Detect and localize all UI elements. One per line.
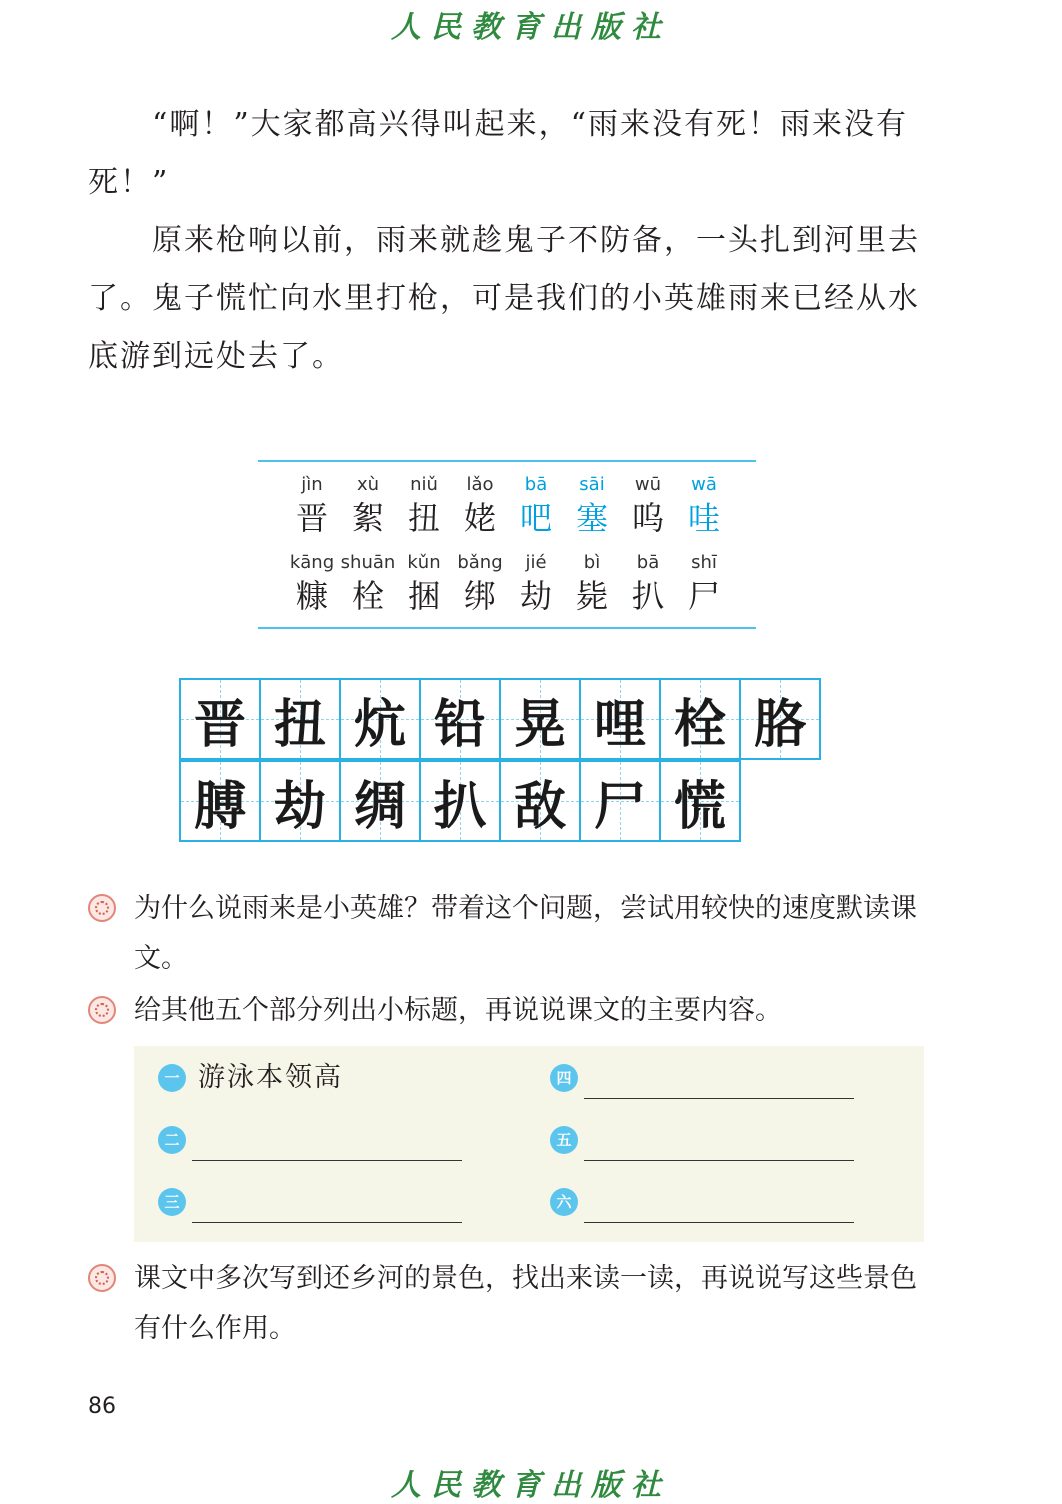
grid-cell	[339, 678, 421, 760]
answer-slot-4[interactable]	[550, 1060, 880, 1100]
character: 絮	[351, 499, 384, 537]
vocab-item	[396, 474, 452, 538]
grid-character: 栓	[673, 694, 726, 755]
character: 吧	[519, 499, 552, 537]
page-number: 86	[88, 1394, 116, 1419]
vocab-item	[620, 474, 676, 538]
vocab-item	[508, 552, 564, 616]
character: 绑	[463, 577, 496, 615]
question-1	[88, 884, 938, 984]
vocab-item	[284, 552, 340, 616]
answer-slot-6[interactable]	[550, 1184, 880, 1224]
blank-line[interactable]	[192, 1222, 462, 1223]
pinyin: bā	[524, 474, 548, 495]
seal-bullet-icon	[88, 1264, 116, 1292]
character: 尸	[687, 577, 720, 615]
pinyin: wū	[634, 474, 662, 495]
vocab-item	[452, 552, 508, 616]
vocab-item	[620, 552, 676, 616]
grid-cell	[419, 678, 501, 760]
grid-cell	[579, 760, 661, 842]
writing-grid-row-1	[179, 678, 819, 760]
pinyin: sāi	[579, 474, 605, 495]
pinyin: shī	[691, 552, 717, 573]
paragraph-2: 原来枪响以前，雨来就趁鬼子不防备，一头扎到河里去了。鬼子慌忙向水里打枪，可是我们的小英雄雨来已经从水底游到远处去了。	[88, 223, 920, 374]
character: 呜	[631, 499, 664, 537]
answer-slot-3[interactable]	[158, 1184, 488, 1224]
grid-cell	[259, 760, 341, 842]
blank-line[interactable]	[584, 1098, 854, 1099]
grid-character: 尸	[593, 776, 646, 837]
number-badge: 五	[550, 1126, 578, 1154]
writing-grid-row-2	[179, 760, 739, 842]
vocab-item-highlighted	[564, 474, 620, 538]
grid-character: 扭	[273, 694, 326, 755]
blank-line[interactable]	[584, 1160, 854, 1161]
seal-bullet-icon	[88, 894, 116, 922]
answer-slot-1	[158, 1060, 488, 1100]
question-3	[88, 1254, 938, 1354]
vocab-item	[340, 552, 396, 616]
pinyin: shuān	[340, 552, 396, 573]
vocab-item	[284, 474, 340, 538]
grid-cell	[659, 678, 741, 760]
grid-cell	[739, 678, 821, 760]
question-text: 给其他五个部分列出小标题，再说说课文的主要内容。	[134, 995, 782, 1026]
number-badge: 三	[158, 1188, 186, 1216]
pinyin: bā	[636, 552, 660, 573]
question-text: 课文中多次写到还乡河的景色，找出来读一读，再说说写这些景色有什么作用。	[134, 1263, 917, 1344]
character: 栓	[351, 577, 384, 615]
pinyin: wā	[691, 474, 717, 495]
character: 扒	[631, 577, 664, 615]
number-badge: 六	[550, 1188, 578, 1216]
blank-line[interactable]	[584, 1222, 854, 1223]
grid-character: 扒	[433, 776, 486, 837]
grid-cell	[499, 678, 581, 760]
vocab-item	[396, 552, 452, 616]
vocab-top-rule	[258, 460, 756, 462]
pinyin: niǔ	[410, 474, 438, 495]
pinyin: lǎo	[466, 474, 494, 495]
character: 劫	[519, 577, 552, 615]
grid-character: 绸	[353, 776, 406, 837]
grid-cell	[579, 678, 661, 760]
vocab-item-highlighted	[676, 474, 732, 538]
grid-cell	[179, 678, 261, 760]
answer-slot-2[interactable]	[158, 1122, 488, 1162]
character: 毙	[575, 577, 608, 615]
character: 糠	[295, 577, 328, 615]
answer-slot-5[interactable]	[550, 1122, 880, 1162]
vocab-item	[564, 552, 620, 616]
character: 捆	[407, 577, 440, 615]
grid-cell	[339, 760, 421, 842]
grid-cell	[499, 760, 581, 842]
seal-bullet-icon	[88, 996, 116, 1024]
number-badge: 四	[550, 1064, 578, 1092]
grid-character: 敌	[513, 776, 566, 837]
grid-cell	[419, 760, 501, 842]
grid-cell	[179, 760, 261, 842]
pinyin: xù	[356, 474, 380, 495]
vocab-bottom-rule	[258, 627, 756, 629]
pinyin: kǔn	[407, 552, 441, 573]
grid-character: 晃	[513, 694, 566, 755]
number-badge: 二	[158, 1126, 186, 1154]
pinyin: kāng	[289, 552, 335, 573]
character: 塞	[575, 499, 608, 537]
grid-character: 慌	[673, 776, 726, 837]
character: 姥	[463, 499, 496, 537]
grid-character: 炕	[353, 694, 406, 755]
vocab-row-1	[284, 474, 734, 538]
grid-character: 铅	[433, 694, 486, 755]
character: 晋	[295, 499, 328, 537]
pinyin: bì	[583, 552, 601, 573]
character: 哇	[687, 499, 720, 537]
grid-character: 膊	[193, 776, 246, 837]
grid-character: 哩	[593, 694, 646, 755]
grid-character: 劫	[273, 776, 326, 837]
pinyin: bǎng	[457, 552, 503, 573]
question-2	[88, 986, 938, 1036]
paragraph-1: “啊！”大家都高兴得叫起来，“雨来没有死！雨来没有死！”	[88, 107, 909, 200]
vocab-item-highlighted	[508, 474, 564, 538]
number-badge: 一	[158, 1064, 186, 1092]
grid-character: 晋	[193, 694, 246, 755]
slot-title: 游泳本领高	[198, 1062, 343, 1093]
vocab-item	[676, 552, 732, 616]
vocab-item	[452, 474, 508, 538]
pinyin: jìn	[301, 474, 323, 495]
pinyin: jié	[525, 552, 547, 573]
question-text: 为什么说雨来是小英雄？带着这个问题，尝试用较快的速度默读课文。	[134, 893, 917, 974]
character: 扭	[407, 499, 440, 537]
grid-character: 胳	[753, 694, 806, 755]
publisher-footer: 人民教育出版社	[391, 1468, 671, 1503]
blank-line[interactable]	[192, 1160, 462, 1161]
grid-cell	[259, 678, 341, 760]
vocab-item	[340, 474, 396, 538]
answer-panel	[134, 1046, 924, 1242]
vocab-row-2	[284, 552, 734, 616]
grid-cell	[659, 760, 741, 842]
publisher-header: 人民教育出版社	[391, 10, 671, 45]
